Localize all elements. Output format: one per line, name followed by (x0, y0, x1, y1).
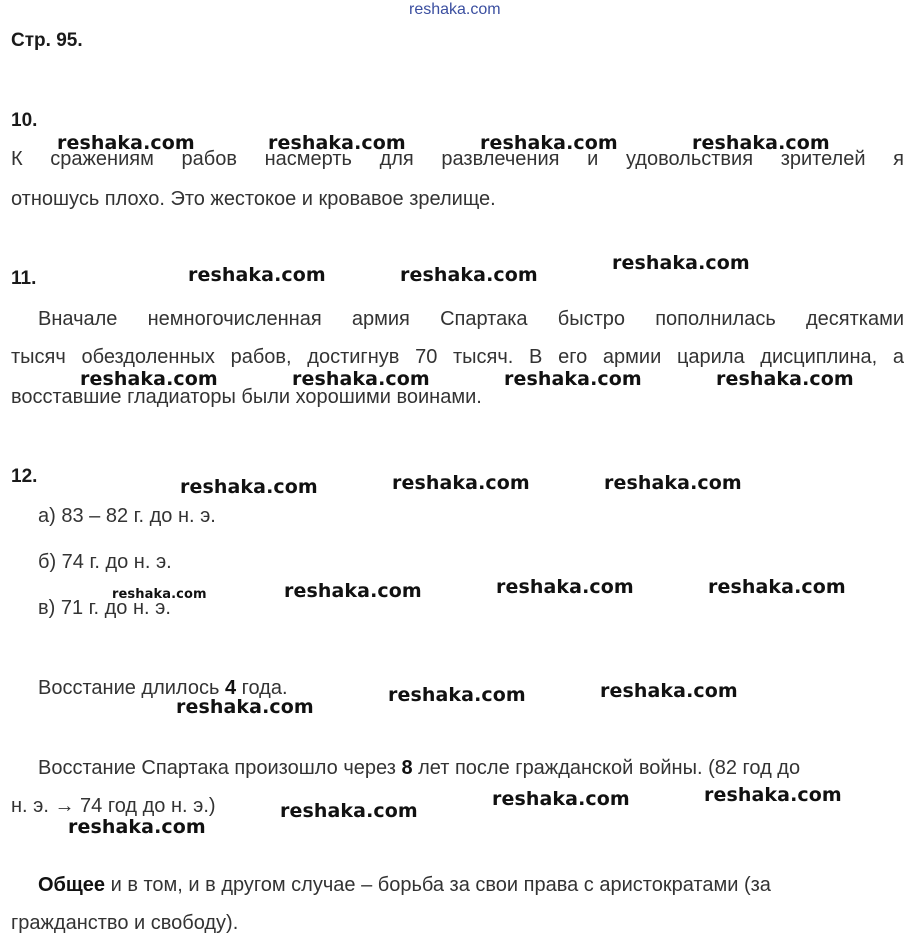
watermark: reshaka.com (400, 264, 538, 286)
page-label: Стр. 95. (11, 30, 83, 51)
q10-line1: К сражениям рабов насмерть для развлечения и удовольствия зрителей я (11, 148, 904, 170)
top-watermark: reshaka.com (409, 1, 501, 18)
watermark: reshaka.com (480, 132, 618, 154)
watermark: reshaka.com (180, 476, 318, 498)
q11-line3: восставшие гладиаторы были хорошими воинами. (11, 386, 482, 408)
q11-number: 11. (11, 268, 37, 289)
q12-common-line2: гражданство и свободу). (11, 912, 239, 934)
watermark-small: reshaka.com (112, 587, 207, 602)
q12-answer-b: б) 74 г. до н. э. (38, 551, 172, 573)
watermark: reshaka.com (612, 252, 750, 274)
q12-gap-pre: Восстание Спартака произошло через (38, 757, 402, 779)
q12-answer-a: а) 83 – 82 г. до н. э. (38, 505, 216, 527)
watermark: reshaka.com (284, 580, 422, 602)
q12-gap-num: 8 (401, 757, 413, 779)
q12-duration-post: года. (236, 677, 288, 699)
watermark: reshaka.com (68, 816, 206, 838)
q12-gap-line1 (38, 757, 904, 780)
q12-gap-line2: н. э. → 74 год до н. э.) (11, 795, 216, 817)
q10-line2: отношусь плохо. Это жестокое и кровавое зрелище. (11, 188, 496, 210)
watermark: reshaka.com (176, 696, 314, 718)
watermark: reshaka.com (504, 368, 642, 390)
watermark: reshaka.com (80, 368, 218, 390)
watermark: reshaka.com (708, 576, 846, 598)
q11-line1: Вначале немногочисленная армия Спартака быстро пополнилась десятками (38, 308, 904, 330)
watermark: reshaka.com (692, 132, 830, 154)
q11-line2: тысяч обездоленных рабов, достигнув 70 тысяч. В его армии царила дисциплина, а (11, 346, 904, 368)
watermark: reshaka.com (57, 132, 195, 154)
q12-common-rest: и в том, и в другом случае – борьба за свои права с аристократами (за (105, 874, 771, 896)
watermark: reshaka.com (600, 680, 738, 702)
watermark: reshaka.com (392, 472, 530, 494)
q12-answer-v: в) 71 г. до н. э. (38, 597, 171, 619)
watermark: reshaka.com (388, 684, 526, 706)
watermark: reshaka.com (716, 368, 854, 390)
q12-gap-post: лет после гражданской войны. (82 год до (412, 757, 801, 779)
watermark: reshaka.com (496, 576, 634, 598)
q12-number: 12. (11, 466, 38, 487)
q12-duration-num: 4 (224, 677, 237, 699)
watermark: reshaka.com (292, 368, 430, 390)
q10-number: 10. (11, 110, 38, 131)
q12-common-bold: Общее (38, 874, 106, 896)
q12-duration-pre: Восстание длилось (38, 677, 225, 699)
watermark: reshaka.com (268, 132, 406, 154)
watermark: reshaka.com (280, 800, 418, 822)
watermark: reshaka.com (704, 784, 842, 806)
watermark: reshaka.com (188, 264, 326, 286)
watermark: reshaka.com (604, 472, 742, 494)
q12-common-line1 (38, 874, 771, 897)
watermark: reshaka.com (492, 788, 630, 810)
